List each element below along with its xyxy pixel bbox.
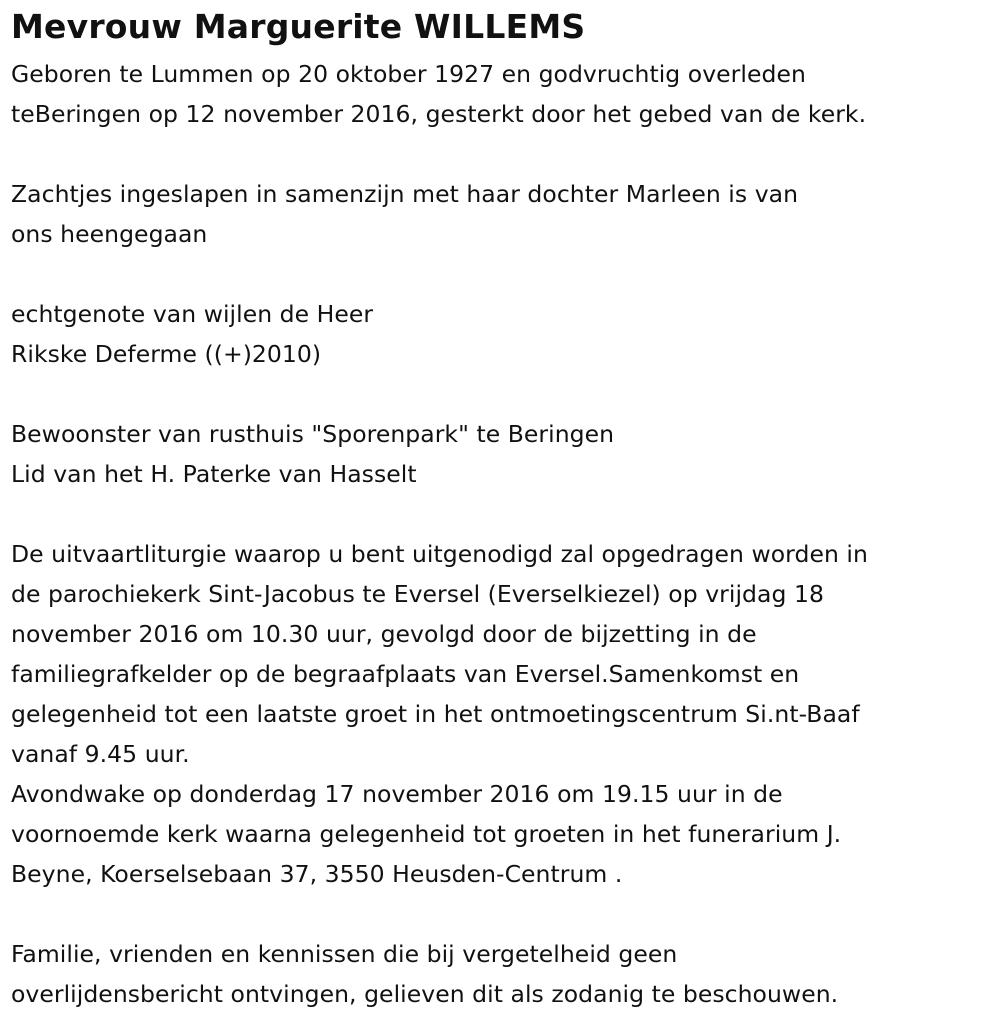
text-line: de parochiekerk Sint-Jacobus te Eversel (Everselkiezel) op vrijdag 18 — [11, 580, 824, 608]
text-line: Bewoonster van rusthuis "Sporenpark" te Beringen — [11, 420, 615, 448]
paragraph-gap — [11, 254, 996, 294]
funeral-paragraph — [11, 534, 996, 894]
text-line: ons heengegaan — [11, 220, 208, 248]
residence-paragraph — [11, 414, 996, 494]
paragraph-gap — [11, 894, 996, 934]
paragraph-gap — [11, 134, 996, 174]
text-line: echtgenote van wijlen de Heer — [11, 300, 374, 328]
paragraph-gap — [11, 494, 996, 534]
text-line: vanaf 9.45 uur. — [11, 740, 190, 768]
text-line: Avondwake op donderdag 17 november 2016 om 19.15 uur in de — [11, 780, 783, 808]
text-line: Lid van het H. Paterke van Hasselt — [11, 460, 417, 488]
text-line: overlijdensbericht ontvingen, gelieven dit als zodanig te beschouwen. — [11, 980, 839, 1008]
text-line: Beyne, Koerselsebaan 37, 3550 Heusden-Centrum . — [11, 860, 623, 888]
birth-death-paragraph — [11, 54, 996, 134]
spouse-paragraph — [11, 294, 996, 374]
text-line: Rikske Deferme ((+)2010) — [11, 340, 322, 368]
obituary-notice — [11, 4, 996, 1014]
deceased-name-title: Mevrouw Marguerite WILLEMS — [11, 7, 586, 46]
paragraph-gap — [11, 374, 996, 414]
passing-paragraph — [11, 174, 996, 254]
text-line: voornoemde kerk waarna gelegenheid tot groeten in het funerarium J. — [11, 820, 842, 848]
text-line: Familie, vrienden en kennissen die bij vergetelheid geen — [11, 940, 678, 968]
text-line: Geboren te Lummen op 20 oktober 1927 en godvruchtig overleden — [11, 60, 806, 88]
text-line: familiegrafkelder op de begraafplaats van Eversel.Samenkomst en — [11, 660, 800, 688]
text-line: gelegenheid tot een laatste groet in het ontmoetingscentrum Si.nt-Baaf — [11, 700, 860, 728]
text-line: november 2016 om 10.30 uur, gevolgd door de bijzetting in de — [11, 620, 757, 648]
closing-paragraph — [11, 934, 996, 1014]
text-line: teBeringen op 12 november 2016, gesterkt door het gebed van de kerk. — [11, 100, 867, 128]
text-line: De uitvaartliturgie waarop u bent uitgenodigd zal opgedragen worden in — [11, 540, 868, 568]
text-line: Zachtjes ingeslapen in samenzijn met haar dochter Marleen is van — [11, 180, 799, 208]
